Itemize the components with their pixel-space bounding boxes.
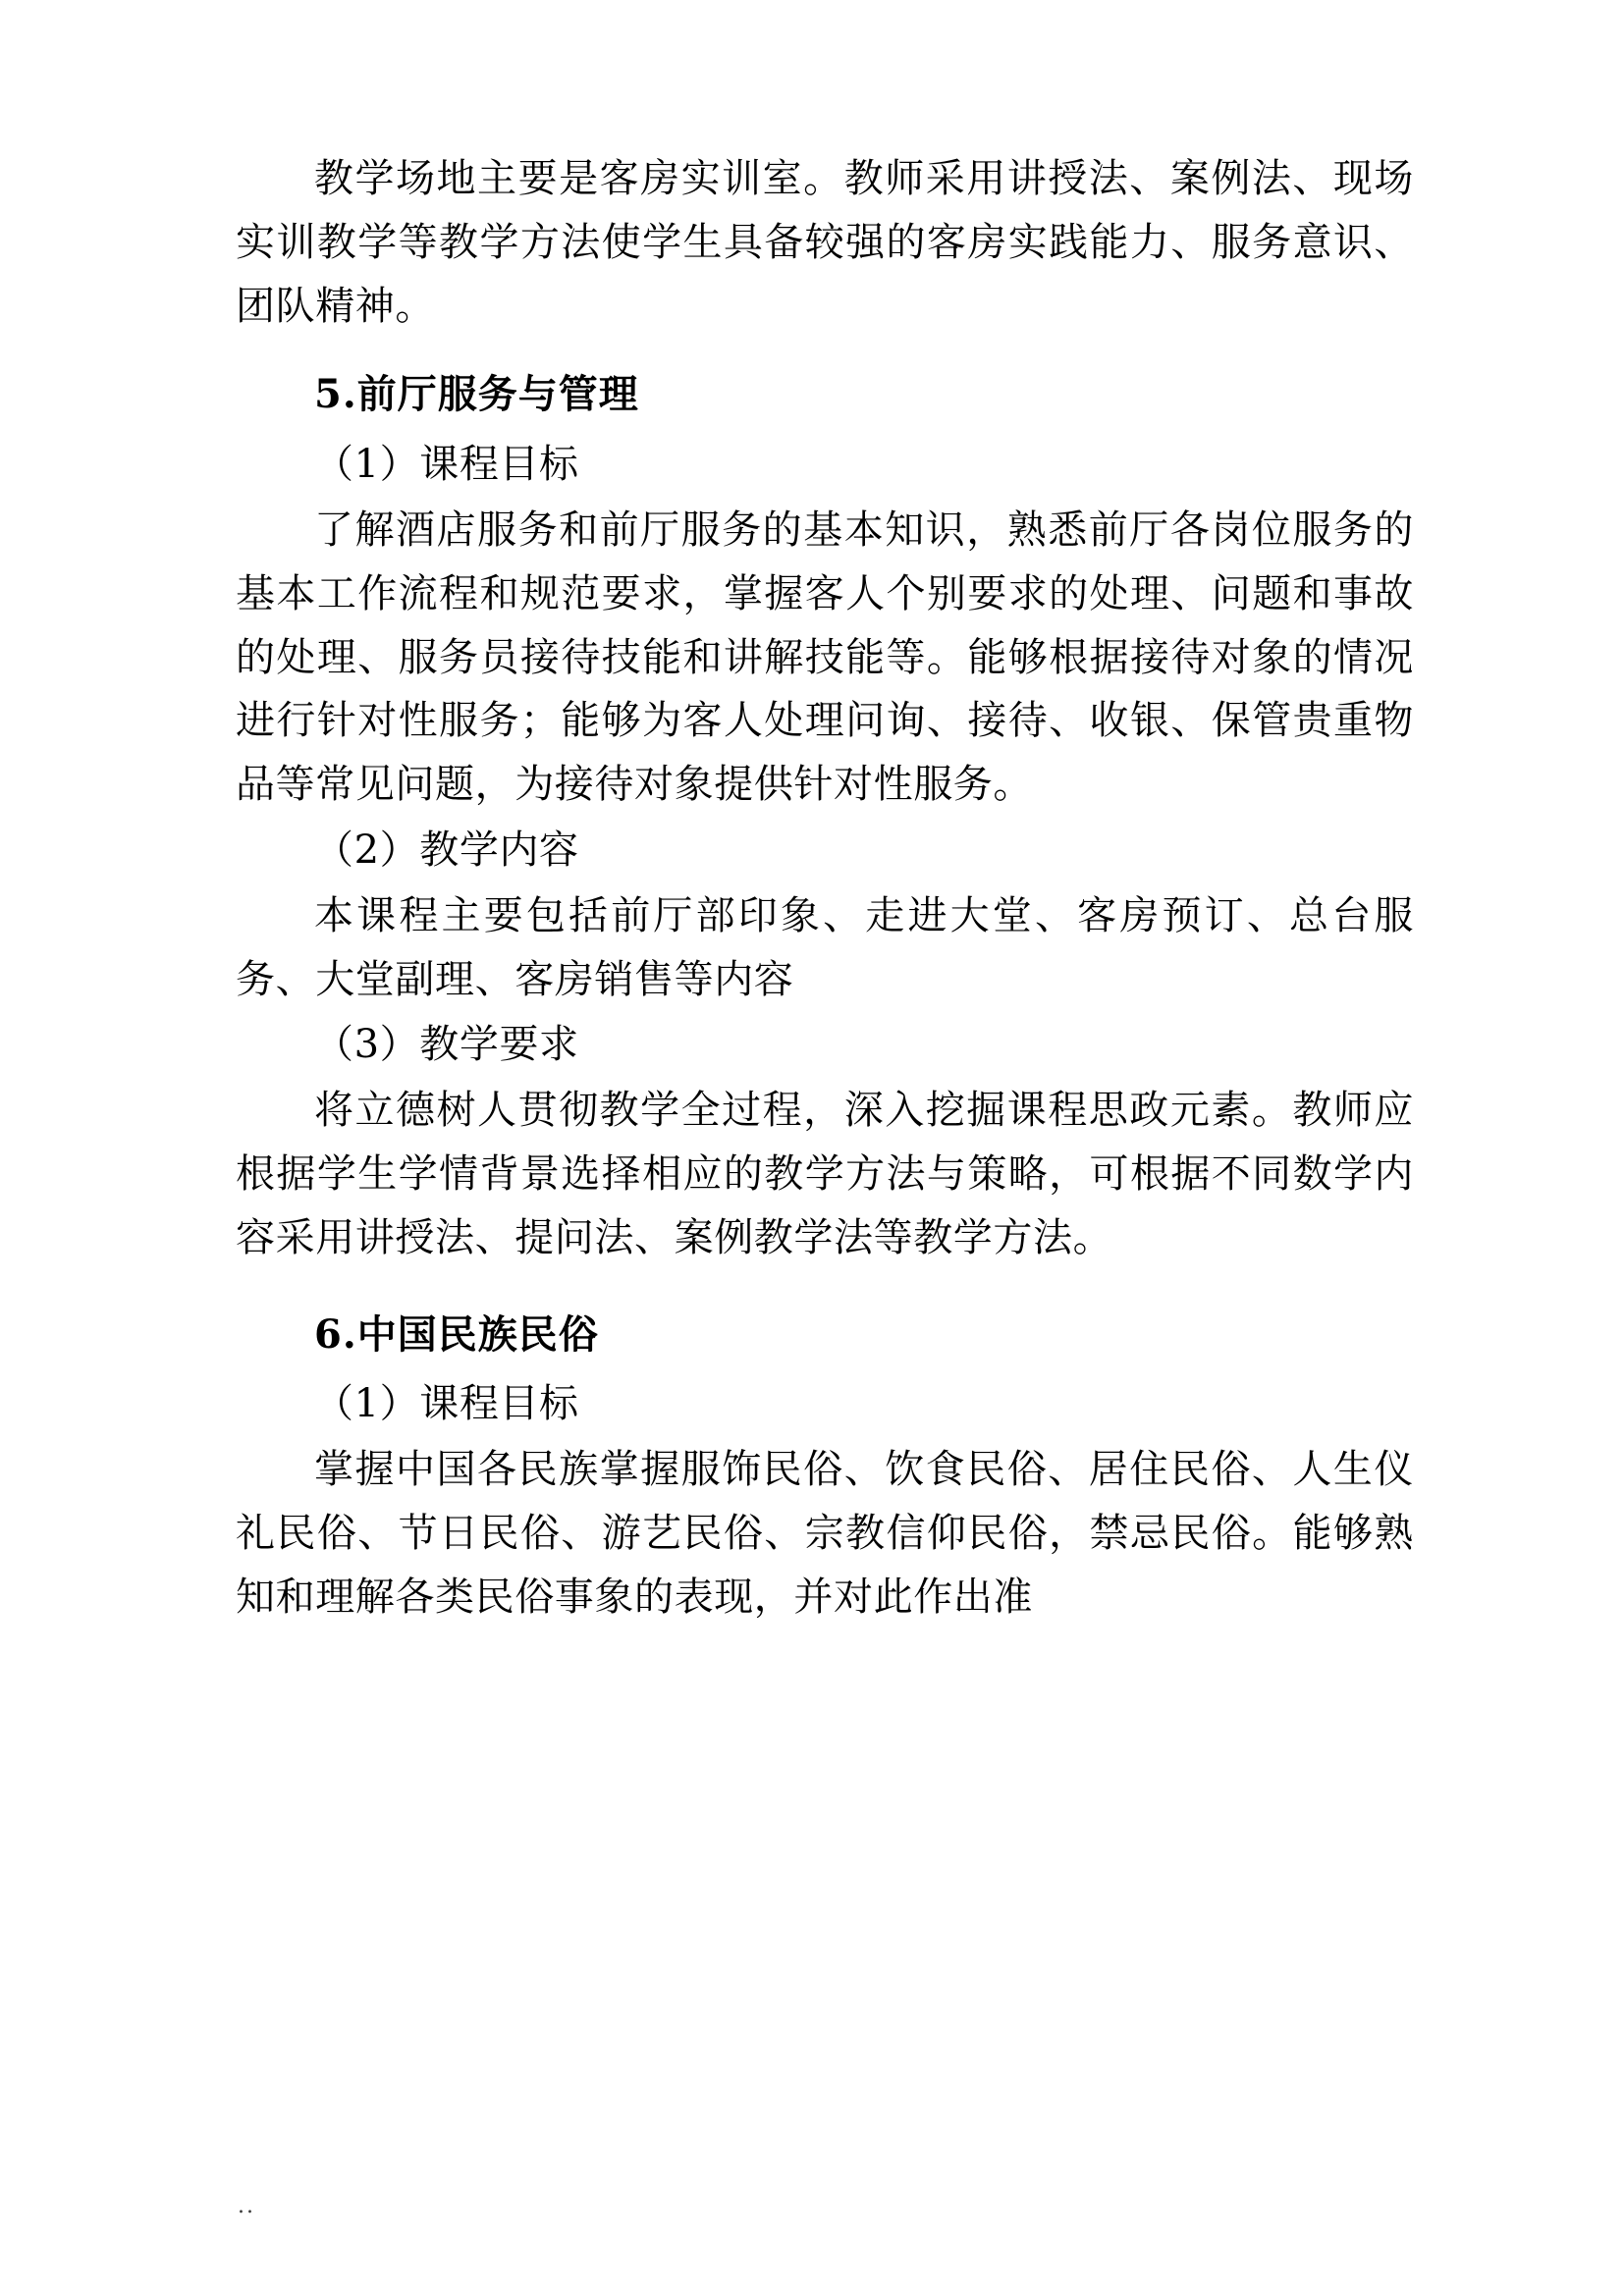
paragraph-6-1: 掌握中国各民族掌握服饰民俗、饮食民俗、居住民俗、人生仪礼民俗、节日民俗、游艺民俗、宗教信仰民俗，禁忌民俗。能够熟知和理解各类民俗事象的表现，并对此作出准 xyxy=(236,1447,1414,1620)
subheading-5-2: （2）教学内容 xyxy=(314,827,579,873)
section-heading-6: 6.中国民族民俗 xyxy=(314,1310,599,1358)
document-body xyxy=(236,147,1414,1629)
paragraph-5-1: 了解酒店服务和前厅服务的基本知识，熟悉前厅各岗位服务的基本工作流程和规范要求，掌握客人个别要求的处理、问题和事故的处理、服务员接待技能和讲解技能等。能够根据接待对象的情况进行针对性服务；能够为客人处理问询、接待、收银、保管贵重物品等常见问题，为接待对象提供针对性服务。 xyxy=(236,507,1414,808)
subheading-5-3: （3）教学要求 xyxy=(314,1022,579,1068)
paragraph-5-2: 本课程主要包括前厅部印象、走进大堂、客房预订、总台服务、大堂副理、客房销售等内容 xyxy=(236,892,1414,1002)
footer-mark: .. xyxy=(238,2194,255,2218)
spacer xyxy=(236,340,1414,349)
subheading-5-1: （1）课程目标 xyxy=(314,442,579,488)
paragraph-5-3: 将立德树人贯彻教学全过程，深入挖掘课程思政元素。教师应根据学生学情背景选择相应的教学方法与策略，可根据不同数学内容采用讲授法、提问法、案例教学法等教学方法。 xyxy=(236,1088,1414,1260)
section-heading-5: 5.前厅服务与管理 xyxy=(314,371,639,418)
paragraph-classroom: 教学场地主要是客房实训室。教师采用讲授法、案例法、现场实训教学等教学方法使学生具备较强的客房实践能力、服务意识、团队精神。 xyxy=(236,156,1414,329)
spacer xyxy=(236,1272,1414,1290)
subheading-6-1: （1）课程目标 xyxy=(314,1381,579,1427)
